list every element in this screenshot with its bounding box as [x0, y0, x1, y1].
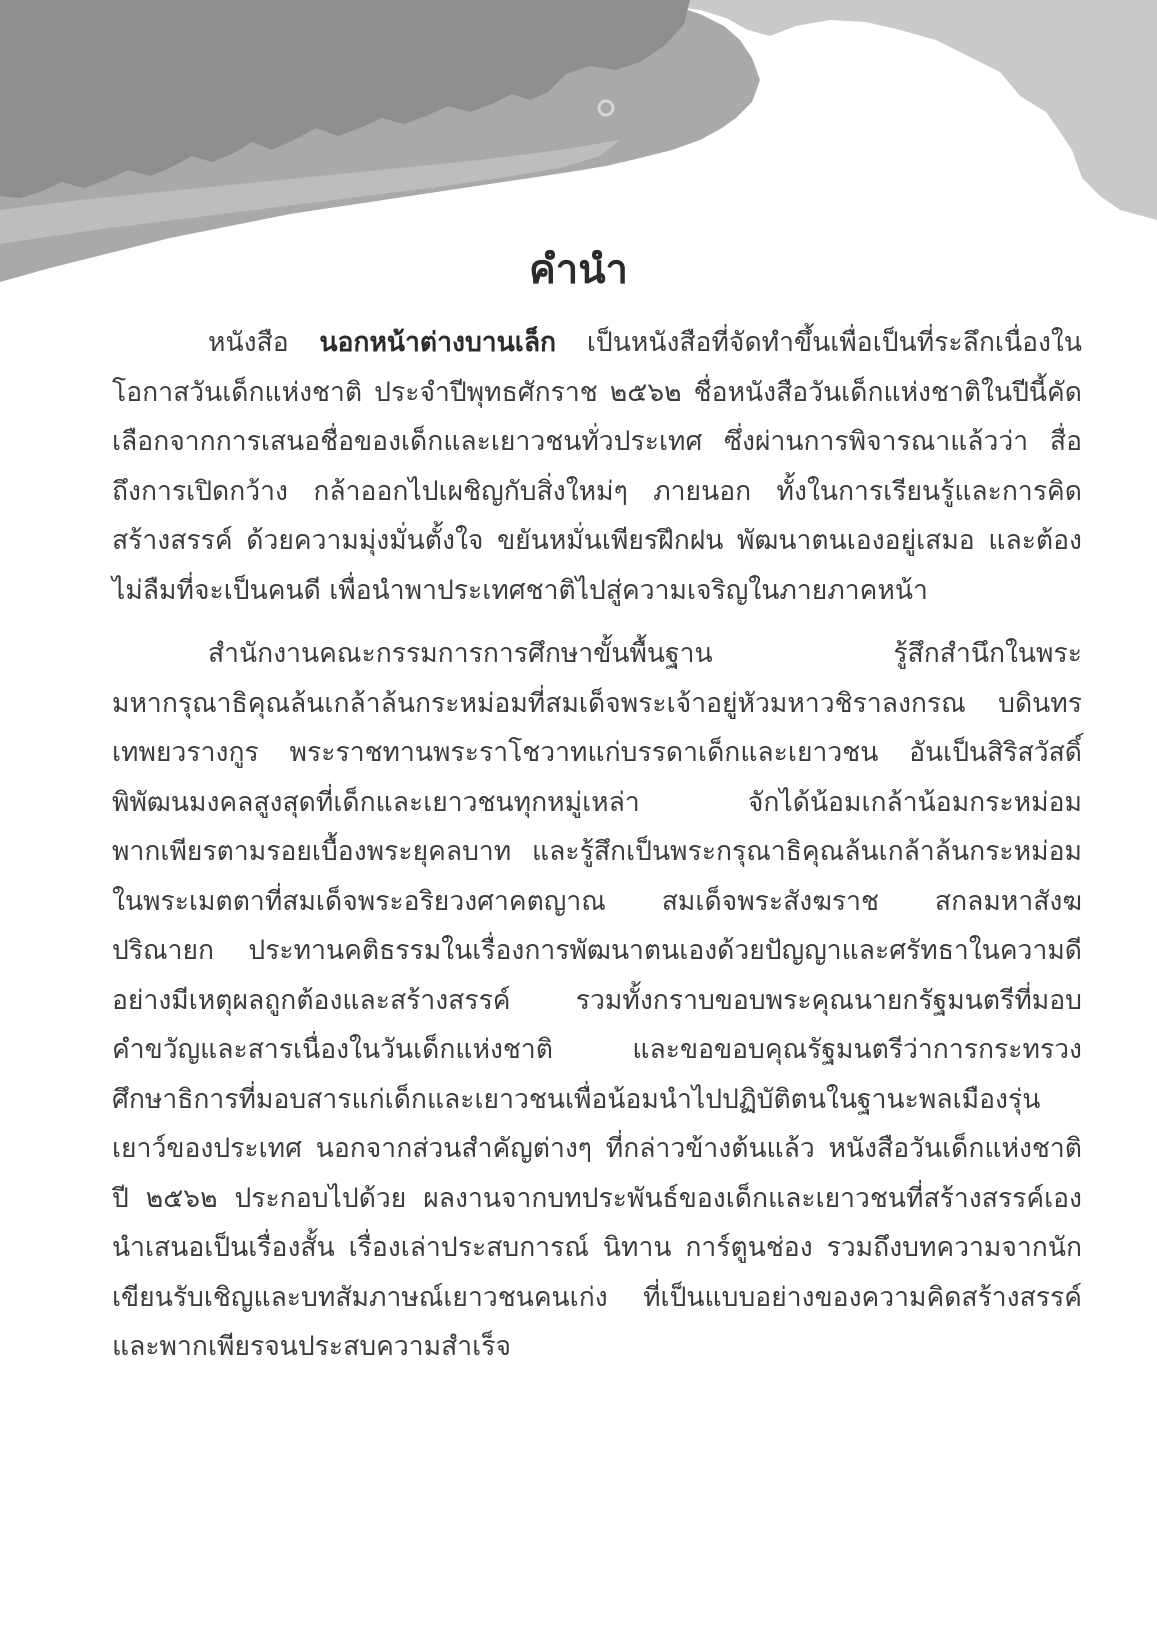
paragraph-intro — [112, 318, 1082, 615]
paragraph-text: เป็นหนังสือที่จัดทำขึ้นเพื่อเป็นที่ระลึกเนื่องในโอกาสวันเด็กแห่งชาติ ประจำปีพุทธศักราช ๒๕๖๒ ชื่อหนังสือวันเด็กแห่งชาติในปีนี้คัดเลือกจากการเสนอชื่อของเด็กและเยาวชนทั่วประเทศ ซึ่งผ่านการพิจารณาแล้วว่า สื่อถึงการเปิดกว้าง กล้าออกไปเผชิญกับสิ่งใหม่ๆ ภายนอก ทั้งในการเรียนรู้และการคิดสร้างสรรค์ ด้วยความมุ่งมั่นตั้งใจ ขยันหมั่นเพียรฝึกฝน พัฒนาตนเองอยู่เสมอ และต้องไม่ลืมที่จะเป็นคนดี เพื่อนำพาประเทศชาติไปสู่ความเจริญในภายภาคหน้า — [112, 327, 1082, 606]
body-text — [112, 318, 1082, 1372]
page-title: คำนำ — [528, 247, 629, 293]
paragraph-acknowledgement: สำนักงานคณะกรรมการการศึกษาขั้นพื้นฐาน รู้สึกสำนึกในพระมหากรุณาธิคุณล้นเกล้าล้นกระหม่อมที่สมเด็จพระเจ้าอยู่หัวมหาวชิราลงกรณ บดินทรเทพยวรางกูร พระราชทานพระราโชวาทแก่บรรดาเด็กและเยาวชน อันเป็นสิริสวัสดิ์พิพัฒนมงคลสูงสุดที่เด็กและเยาวชนทุกหมู่เหล่า จักได้น้อมเกล้าน้อมกระหม่อมพากเพียรตามรอยเบื้องพระยุคลบาท และรู้สึกเป็นพระกรุณาธิคุณล้นเกล้าล้นกระหม่อมในพระเมตตาที่สมเด็จพระอริยวงศาคตญาณ สมเด็จพระสังฆราช สกลมหาสังฆปริณายก ประทานคติธรรมในเรื่องการพัฒนาตนเองด้วยปัญญาและศรัทธาในความดีอย่างมีเหตุผลถูกต้องและสร้างสรรค์ รวมทั้งกราบขอบพระคุณนายกรัฐมนตรีที่มอบคำขวัญและสารเนื่องในวันเด็กแห่งชาติ และขอขอบคุณรัฐมนตรีว่าการกระทรวงศึกษาธิการที่มอบสารแก่เด็กและเยาวชนเพื่อน้อมนำไปปฏิบัติตนในฐานะพลเมืองรุ่นเยาว์ของประเทศ นอกจากส่วนสำคัญต่างๆ ที่กล่าวข้างต้นแล้ว หนังสือวันเด็กแห่งชาติปี ๒๕๖๒ ประกอบไปด้วย ผลงานจากบทประพันธ์ของเด็กและเยาวชนที่สร้างสรรค์เองนำเสนอเป็นเรื่องสั้น เรื่องเล่าประสบการณ์ นิทาน การ์ตูนช่อง รวมถึงบทความจากนักเขียนรับเชิญและบทสัมภาษณ์เยาวชนคนเก่ง ที่เป็นแบบอย่างของความคิดสร้างสรรค์และพากเพียรจนประสบความสำเร็จ — [112, 638, 1082, 1362]
paragraph-lead: หนังสือ — [208, 327, 320, 358]
brush-speck — [1111, 211, 1117, 217]
book-title: นอกหน้าต่างบานเล็ก — [319, 327, 557, 358]
